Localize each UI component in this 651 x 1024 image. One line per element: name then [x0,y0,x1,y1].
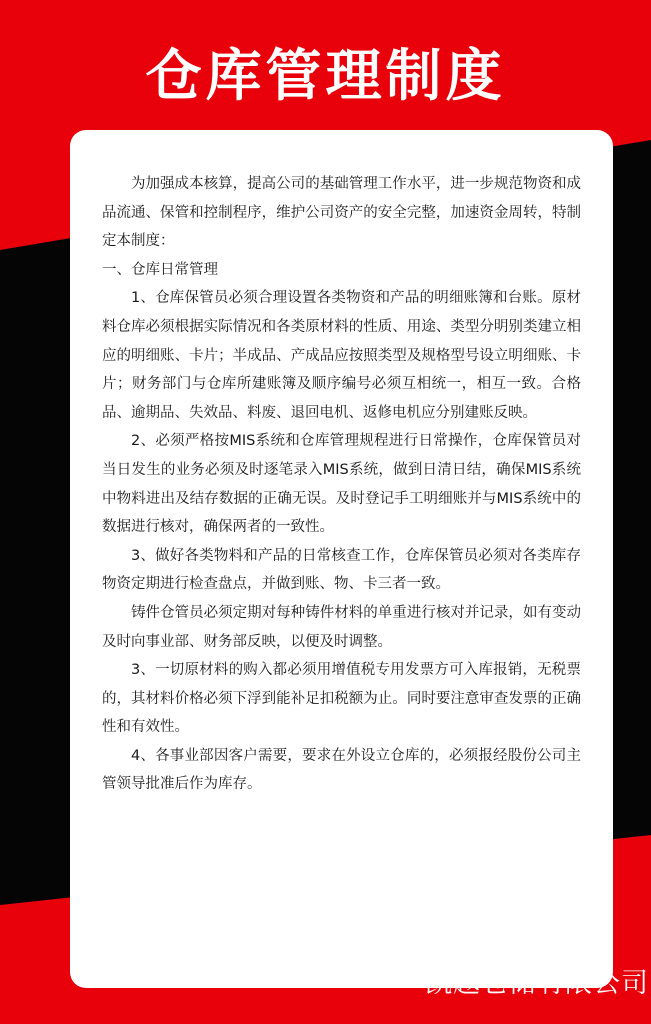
page-title: 仓库管理制度 [145,43,506,109]
rule-paragraph-3: 3、做好各类物料和产品的日常核查工作，仓库保管员必须对各类库存物资定期进行检查盘点，并做到账、物、卡三者一致。 [102,547,581,593]
rule-paragraph-1: 1、仓库保管员必须合理设置各类物资和产品的明细账簿和台账。原材料仓库必须根据实际情况和各类原材料的性质、用途、类型分明别类建立相应的明细账、卡片；半成品、产成品应按照类型及规格型号设立明细账、卡片；财务部门与仓库所建账簿及顺序编号必须互相统一，相互一致。合格品、逾期品、失效品、料废、退回电机、返修电机应分别建账反映。 [102,290,581,421]
rule-paragraph-5: 3、一切原材料的购入都必须用增值税专用发票方可入库报销，无税票的，其材料价格必须下浮到能补足扣税额为止。同时要注意审查发票的正确性和有效性。 [102,662,581,736]
section-heading: 一、仓库日常管理 [102,261,218,278]
company-name: 凯越仓储有限公司 [425,968,649,999]
rule-paragraph-6: 4、各事业部因客户需要，要求在外设立仓库的，必须报经股份公司主管领导批准后作为库存。 [102,747,581,793]
rule-paragraph-2: 2、必须严格按MIS系统和仓库管理规程进行日常操作，仓库保管员对当日发生的业务必须及时逐笔录入MIS系统，做到日清日结，确保MIS系统中物料进出及结存数据的正确无误。及时登记手工明细账并与MIS系统中的数据进行核对，确保两者的一致性。 [102,433,581,536]
rule-paragraph-4: 铸件仓管员必须定期对每种铸件材料的单重进行核对并记录，如有变动及时向事业部、财务部反映，以便及时调整。 [102,604,581,650]
content-card [70,130,613,988]
intro-paragraph: 为加强成本核算，提高公司的基础管理工作水平，进一步规范物资和成品流通、保管和控制程序，维护公司资产的安全完整，加速资金周转，特制定本制度： [102,176,581,250]
